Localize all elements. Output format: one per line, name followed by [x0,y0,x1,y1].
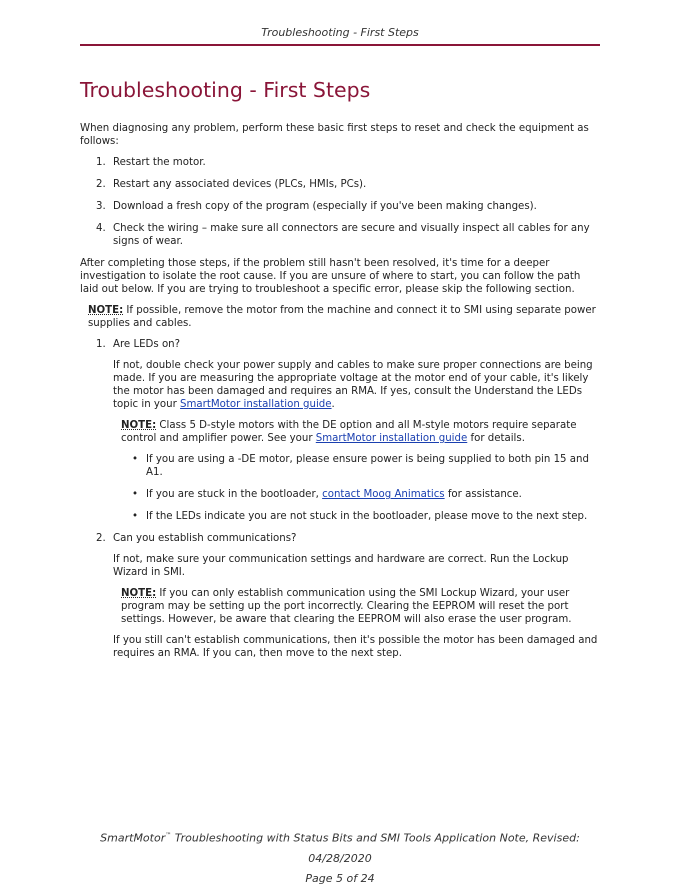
note-main [88,304,600,330]
doc-title: Troubleshooting with Status Bits and SMI Tools Application Note, Revised: 04/28/2020 [171,831,580,865]
text: for assistance. [444,489,522,500]
brand-name: SmartMotor [100,831,166,845]
contact-moog-link[interactable]: contact Moog Animatics [322,489,445,500]
first-steps-list [80,156,600,248]
check-paragraph: If not, make sure your communication settings and hardware are correct. Run the Lockup Wizard in SMI. [113,554,569,578]
note-label: NOTE: [88,305,124,316]
bullet-item: • If the LEDs indicate you are not stuck in the bootloader, please move to the next step. [113,510,600,523]
check-paragraph [113,359,600,411]
list-number: 1. [96,157,106,168]
bullet-item: • If you are using a -DE motor, please ensure power is being supplied to both pin 15 and A1. [113,453,600,479]
content [80,76,600,668]
running-footer [80,826,600,889]
text: If you are stuck in the bootloader, [146,489,323,500]
note-text: Class 5 D-style motors with the DE option and all M-style motors require separate control and amplifier power. See your [121,420,577,444]
note-text: for details. [467,433,525,444]
page-number: Page 5 of 24 [305,871,375,885]
list-number: 1. [96,339,106,350]
note-label: NOTE: [121,588,157,599]
trademark: ™ [165,832,172,839]
footer-title [80,826,600,869]
check-note [121,419,600,445]
bullet-list [113,453,600,523]
note-label: NOTE: [121,420,157,431]
after-steps-paragraph: After completing those steps, if the problem still hasn't been resolved, it's time for a deeper investigation to isolate the root cause. If you are unsure of where to start, you can follow the path laid out below. If you are trying to troubleshoot a specific error, please skip the following section. [80,258,581,295]
intro-paragraph: When diagnosing any problem, perform these basic first steps to reset and check the equipment as follows: [80,123,589,147]
list-number: 3. [96,201,106,212]
installation-guide-link[interactable]: SmartMotor installation guide [180,399,332,410]
list-number: 2. [96,533,106,544]
page-title: Troubleshooting - First Steps [80,78,371,102]
list-item [80,156,600,169]
checks-list [80,338,600,660]
list-item-text: Check the wiring – make sure all connectors are secure and visually inspect all cables for any signs of wear. [113,223,590,247]
check-question: Are LEDs on? [113,339,181,350]
list-number: 4. [96,223,106,234]
list-item-text: Restart any associated devices (PLCs, HMIs, PCs). [113,179,367,190]
list-number: 2. [96,179,106,190]
check-followup: If you still can't establish communications, then it's possible the motor has been damaged and requires an RMA. If you can, then move to the next step. [113,635,598,659]
note-text: If you can only establish communication using the SMI Lockup Wizard, your user program may be setting up the port incorrectly. Clearing the EEPROM will reset the port settings. However, be aware that clearing the EEPROM will also erase the user program. [121,588,572,625]
check-item-communications [80,532,600,660]
installation-guide-link[interactable]: SmartMotor installation guide [315,433,468,444]
list-item-text: Download a fresh copy of the program (especially if you've been making changes). [113,201,537,212]
bullet-item [113,488,600,501]
text: If not, double check your power supply and cables to make sure proper connections are being made. If you are measuring the appropriate voltage at the motor end of your cable, it's likely the motor has been damaged and requires an RMA. If yes, consult the Understand the LEDs topic in your [113,360,593,410]
check-item-leds [80,338,600,523]
header-rule [80,44,600,46]
list-item [80,178,600,191]
text: . [331,399,335,410]
check-question: Can you establish communications? [113,533,297,544]
list-item-text: Restart the motor. [113,157,206,168]
list-item [80,200,600,213]
note-text: If possible, remove the motor from the machine and connect it to SMI using separate power supplies and cables. [88,305,596,329]
check-note [121,587,600,626]
running-header: Troubleshooting - First Steps [261,26,419,39]
list-item [80,222,600,248]
